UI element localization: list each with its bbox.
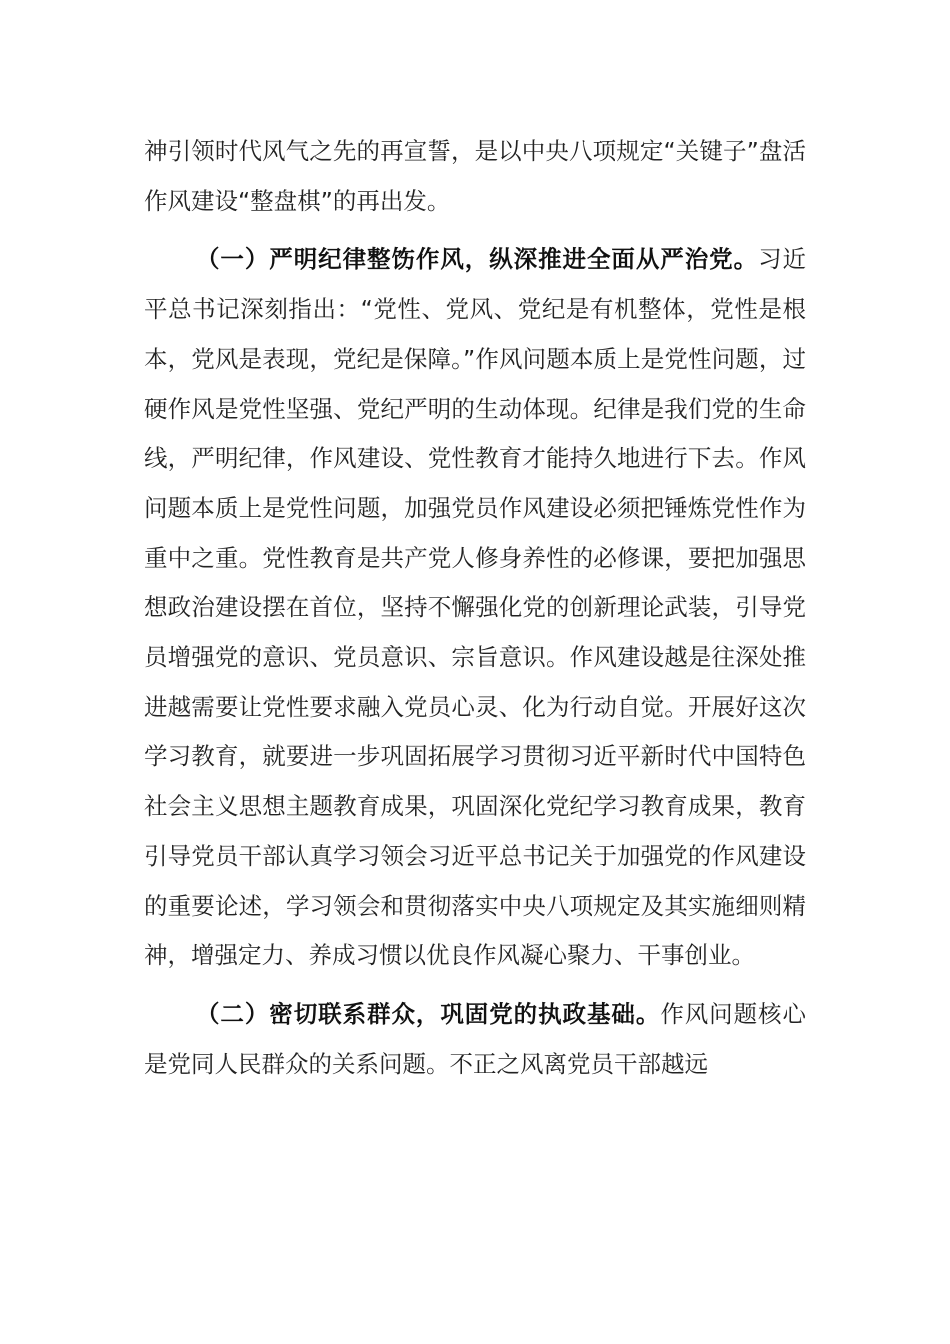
section-heading: （一）严明纪律整饬作风，纵深推进全面从严治党。: [196, 245, 759, 274]
paragraph-text: 神引领时代风气之先的再宣誓，是以中央八项规定“关键子”盘活作风建设“整盘棋”的再出发。: [144, 137, 806, 215]
paragraph-text: 作风问题核心是党同人民群众的关系问题。不正之风离党员干部越远: [144, 999, 806, 1078]
section-heading: （二）密切联系群众，巩固党的执政基础。: [196, 999, 661, 1028]
paragraph-section-two: [144, 990, 806, 1089]
paragraph-section-one: [144, 235, 806, 981]
paragraph-continuation: [144, 127, 806, 226]
document-body: [144, 127, 806, 1089]
paragraph-text: 习近平总书记深刻指出：“党性、党风、党纪是有机整体，党性是根本，党风是表现，党纪是保障。”作风问题本质上是党性问题，过硬作风是党性坚强、党纪严明的生动体现。纪律是我们党的生命线，严明纪律，作风建设、党性教育才能持久地进行下去。作风问题本质上是党性问题，加强党员作风建设必须把锤炼党性作为重中之重。党性教育是共产党人修身养性的必修课，要把加强思想政治建设摆在首位，坚持不懈强化党的创新理论武装，引导党员增强党的意识、党员意识、宗旨意识。作风建设越是往深处推进越需要让党性要求融入党员心灵、化为行动自觉。开展好这次学习教育，就要进一步巩固拓展学习贯彻习近平新时代中国特色社会主义思想主题教育成果，巩固深化党纪学习教育成果，教育引导党员干部认真学习领会习近平总书记关于加强党的作风建设的重要论述，学习领会和贯彻落实中央八项规定及其实施细则精神，增强定力、养成习惯以优良作风凝心聚力、干事创业。: [144, 245, 806, 970]
